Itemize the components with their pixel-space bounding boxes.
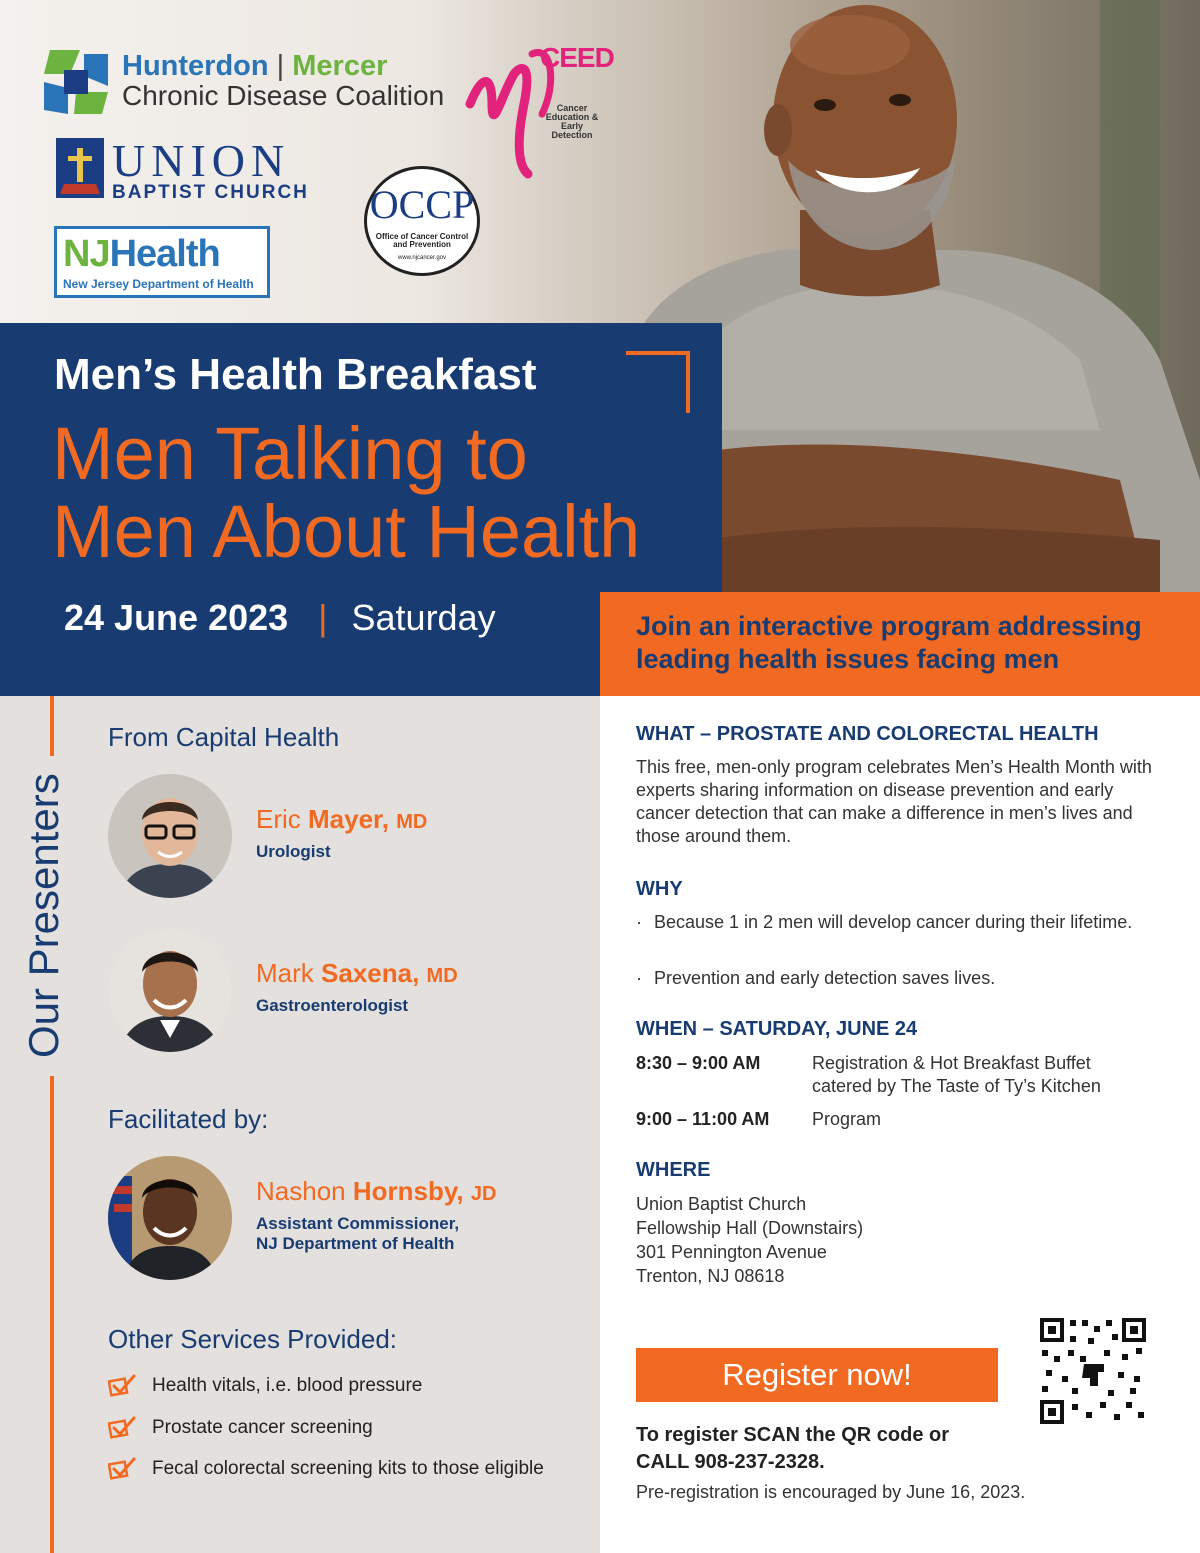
- why-heading: WHY: [636, 878, 683, 900]
- bullet-dot: ·: [636, 968, 642, 988]
- why-text: Prevention and early detection saves lives.: [654, 968, 996, 988]
- presenter-photo-mark: [108, 928, 232, 1052]
- schedule-time: 8:30 – 9:00 AM: [636, 1053, 761, 1073]
- corner-accent: [626, 351, 690, 413]
- ceed-word: CEED: [540, 42, 614, 73]
- headline-line2: Men About Health: [52, 490, 641, 573]
- event-day: Saturday: [351, 597, 496, 638]
- headline-line1: Men Talking to: [52, 412, 528, 495]
- facilitator-role-line1: Assistant Commissioner,: [256, 1214, 460, 1233]
- check-icon: [108, 1416, 136, 1440]
- coalition-mark-icon: [40, 46, 112, 118]
- last-name: Saxena,: [321, 958, 420, 988]
- register-call-text: To register SCAN the QR code or CALL 908-237-2328.: [636, 1424, 950, 1473]
- service-text: Health vitals, i.e. blood pressure: [152, 1375, 423, 1396]
- event-date: 24 June 2023: [64, 597, 289, 638]
- ceed-subtitle: Cancer Education & Early Detection: [545, 103, 599, 140]
- date-separator: |: [318, 597, 328, 638]
- date-row: [64, 597, 496, 639]
- register-now-button[interactable]: Register now!: [636, 1348, 998, 1402]
- baptist-church-word: BAPTIST CHURCH: [112, 182, 309, 203]
- tagline-box: [600, 592, 1200, 696]
- credential: JD: [470, 1183, 497, 1205]
- occp-subtitle: Office of Cancer Control and Prevention: [375, 232, 469, 249]
- hunterdon-word: Hunterdon: [122, 50, 269, 82]
- logo-separator: |: [276, 50, 285, 82]
- mercer-word: Mercer: [292, 50, 388, 82]
- nj-health-subtitle: New Jersey Department of Health: [63, 277, 254, 291]
- union-baptist-logo: [56, 136, 326, 206]
- occp-word: OCCP: [369, 182, 475, 227]
- facilitated-by-heading: Facilitated by:: [108, 1104, 269, 1134]
- avatar: [108, 928, 232, 1052]
- preregistration-note: Pre-registration is encouraged by June 16, 2023.: [636, 1482, 1026, 1502]
- check-icon: [108, 1374, 136, 1398]
- address-line: Fellowship Hall (Downstairs): [636, 1218, 864, 1238]
- check-icon: [108, 1457, 136, 1481]
- what-heading: WHAT – PROSTATE AND COLORECTAL HEALTH: [636, 723, 1099, 745]
- service-text: Prostate cancer screening: [152, 1417, 373, 1438]
- first-name: Nashon: [256, 1176, 346, 1206]
- occp-logo: [364, 166, 480, 276]
- presenter-role: Gastroenterologist: [256, 996, 409, 1015]
- credential: MD: [396, 811, 428, 833]
- schedule-time: 9:00 – 11:00 AM: [636, 1109, 770, 1129]
- presenter-role: Urologist: [256, 842, 331, 861]
- facilitator-role: [256, 1214, 459, 1254]
- tagline: Join an interactive program addressing leading health issues facing men: [636, 611, 1142, 674]
- facilitator-role-line2: NJ Department of Health: [256, 1234, 455, 1253]
- last-name: Mayer,: [308, 804, 389, 834]
- church-emblem-icon: [56, 138, 104, 198]
- our-presenters-label: Our Presenters: [20, 773, 67, 1058]
- when-heading: WHEN – SATURDAY, JUNE 24: [636, 1018, 918, 1040]
- union-word: UNION: [112, 135, 291, 186]
- details-column: [600, 696, 1200, 1553]
- avatar: [108, 1156, 232, 1280]
- presenter-name: [256, 958, 458, 989]
- from-capital-health-heading: From Capital Health: [108, 722, 340, 752]
- credential: MD: [426, 965, 458, 987]
- event-name: Men’s Health Breakfast: [54, 350, 537, 399]
- first-name: Eric: [256, 804, 301, 834]
- what-text: This free, men-only program celebrates Men’s Health Month with experts sharing information on disease prevention and early cancer detection that can make a difference in men’s lives and those around them.: [636, 757, 1152, 846]
- nj-letters: NJ: [63, 233, 110, 275]
- address-line: Union Baptist Church: [636, 1194, 807, 1214]
- nj-health-wordmark: [63, 233, 220, 276]
- first-name: Mark: [256, 958, 314, 988]
- coalition-name-line1: [122, 50, 387, 83]
- nj-ceed-logo: [462, 34, 612, 184]
- service-text: Fecal colorectal screening kits to those eligible: [152, 1458, 544, 1479]
- address-line: 301 Pennington Avenue: [636, 1242, 827, 1262]
- why-text: Because 1 in 2 men will develop cancer during their lifetime.: [654, 912, 1133, 932]
- orange-rule: [50, 696, 54, 756]
- address-line: Trenton, NJ 08618: [636, 1266, 785, 1286]
- facilitator-name: [256, 1176, 496, 1207]
- presenter-photo-eric: [108, 774, 232, 898]
- other-services-heading: Other Services Provided:: [108, 1324, 398, 1354]
- headline: [52, 412, 641, 573]
- qr-code[interactable]: [1038, 1316, 1148, 1426]
- nj-health-logo: [54, 226, 270, 298]
- coalition-name-line2: Chronic Disease Coalition: [122, 80, 445, 111]
- address: [636, 1192, 863, 1288]
- orange-rule: [50, 1076, 54, 1553]
- schedule-desc: Program: [812, 1109, 882, 1129]
- presenters-column: [0, 696, 600, 1553]
- last-name: Hornsby,: [352, 1176, 464, 1206]
- avatar: [108, 774, 232, 898]
- presenter-name: [256, 804, 427, 835]
- health-word: Health: [109, 233, 220, 275]
- where-heading: WHERE: [636, 1159, 711, 1181]
- bullet-dot: ·: [636, 912, 642, 932]
- facilitator-photo-nashon: [108, 1156, 232, 1280]
- sponsor-logos: [0, 0, 620, 320]
- hunterdon-mercer-logo: [40, 44, 460, 124]
- occp-url: www.njcancer.gov: [397, 255, 447, 261]
- schedule-desc: Registration & Hot Breakfast Buffet catered by The Taste of Ty’s Kitchen: [812, 1053, 1101, 1096]
